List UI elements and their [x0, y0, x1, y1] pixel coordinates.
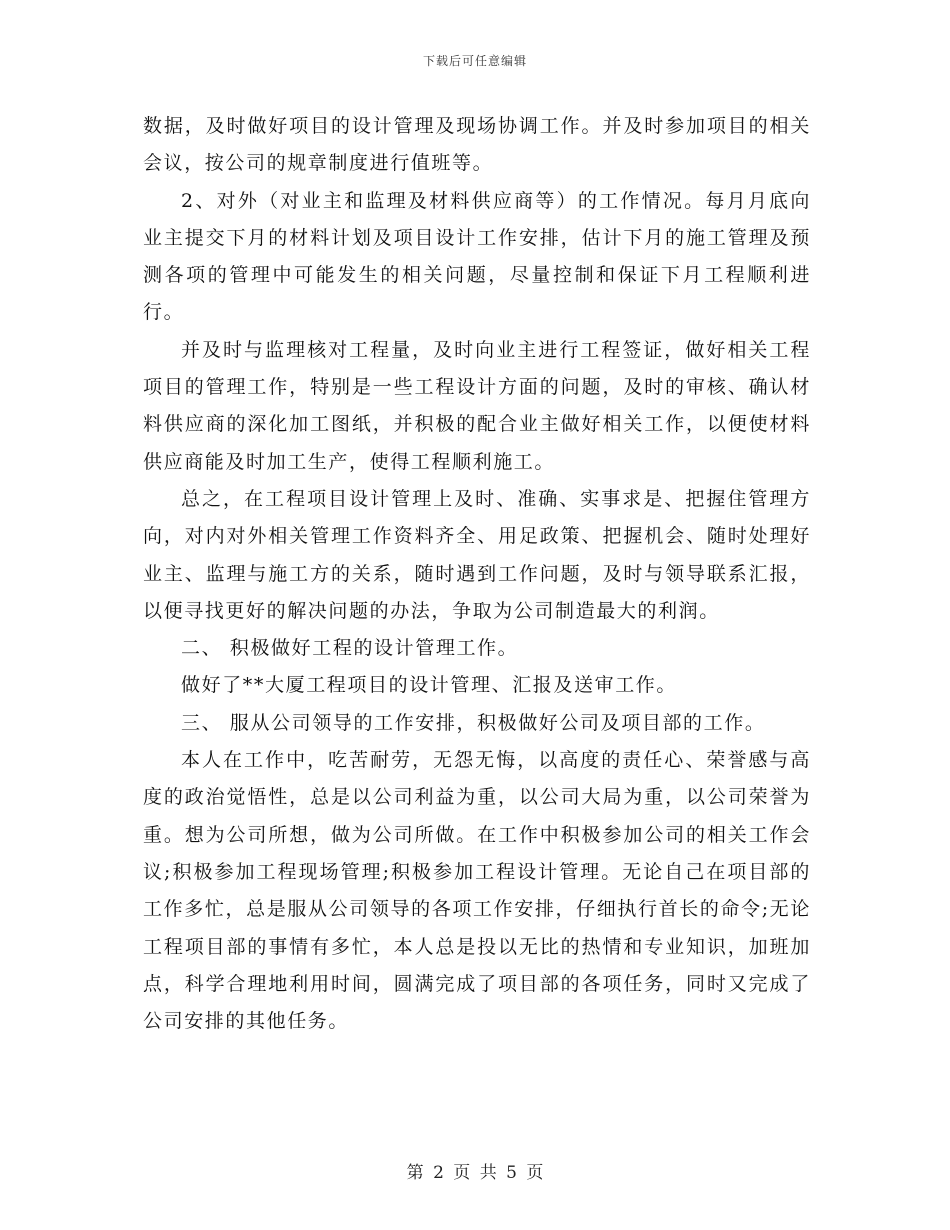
paragraph-3: 并及时与监理核对工程量，及时向业主进行工程签证，做好相关工程项目的管理工作，特别是一些工程设计方面的问题，及时的审核、确认材料供应商的深化加工图纸，并积极的配合业主做好相关工作，以便使材料供应商能及时加工生产，使得工程顺利施工。 — [143, 338, 811, 473]
section-heading-2: 二、 积极做好工程的设计管理工作。 — [181, 637, 519, 660]
page-header-note: 下载后可任意编辑 — [422, 54, 527, 68]
paragraph-4: 总之，在工程项目设计管理上及时、准确、实事求是、把握住管理方向，对内对外相关管理工作资料齐全、用足政策、把握机会、随时处理好业主、监理与施工方的关系，随时遇到工作问题，及时与领导联系汇报，以便寻找更好的解决问题的办法，争取为公司制造最大的利润。 — [143, 487, 811, 622]
paragraph-6: 本人在工作中，吃苦耐劳，无怨无悔，以高度的责任心、荣誉感与高度的政治觉悟性，总是以公司利益为重，以公司大局为重，以公司荣誉为重。想为公司所想，做为公司所做。在工作中积极参加公司的相关工作会议;积极参加工程现场管理;积极参加工程设计管理。无论自己在项目部的工作多忙，总是服从公司领导的各项工作安排，仔细执行首长的命令;无论工程项目部的事情有多忙，本人总是投以无比的热情和专业知识，加班加点，科学合理地利用时间，圆满完成了项目部的各项任务，同时又完成了公司安排的其他任务。 — [143, 749, 811, 1033]
section-heading-3: 三、 服从公司领导的工作安排，积极做好公司及项目部的工作。 — [181, 711, 766, 734]
paragraph-5: 做好了**大厦工程项目的设计管理、汇报及送审工作。 — [181, 674, 678, 697]
paragraph-2: 2、对外（对业主和监理及材料供应商等）的工作情况。每月月底向业主提交下月的材料计划及项目设计工作安排，估计下月的施工管理及预测各项的管理中可能发生的相关问题，尽量控制和保证下月工程顺利进行。 — [143, 189, 811, 324]
document-body — [143, 108, 811, 1040]
paragraph-1: 数据，及时做好项目的设计管理及现场协调工作。并及时参加项目的相关会议，按公司的规章制度进行值班等。 — [143, 115, 811, 175]
page-number: 第 2 页 共 5 页 — [406, 1163, 544, 1183]
